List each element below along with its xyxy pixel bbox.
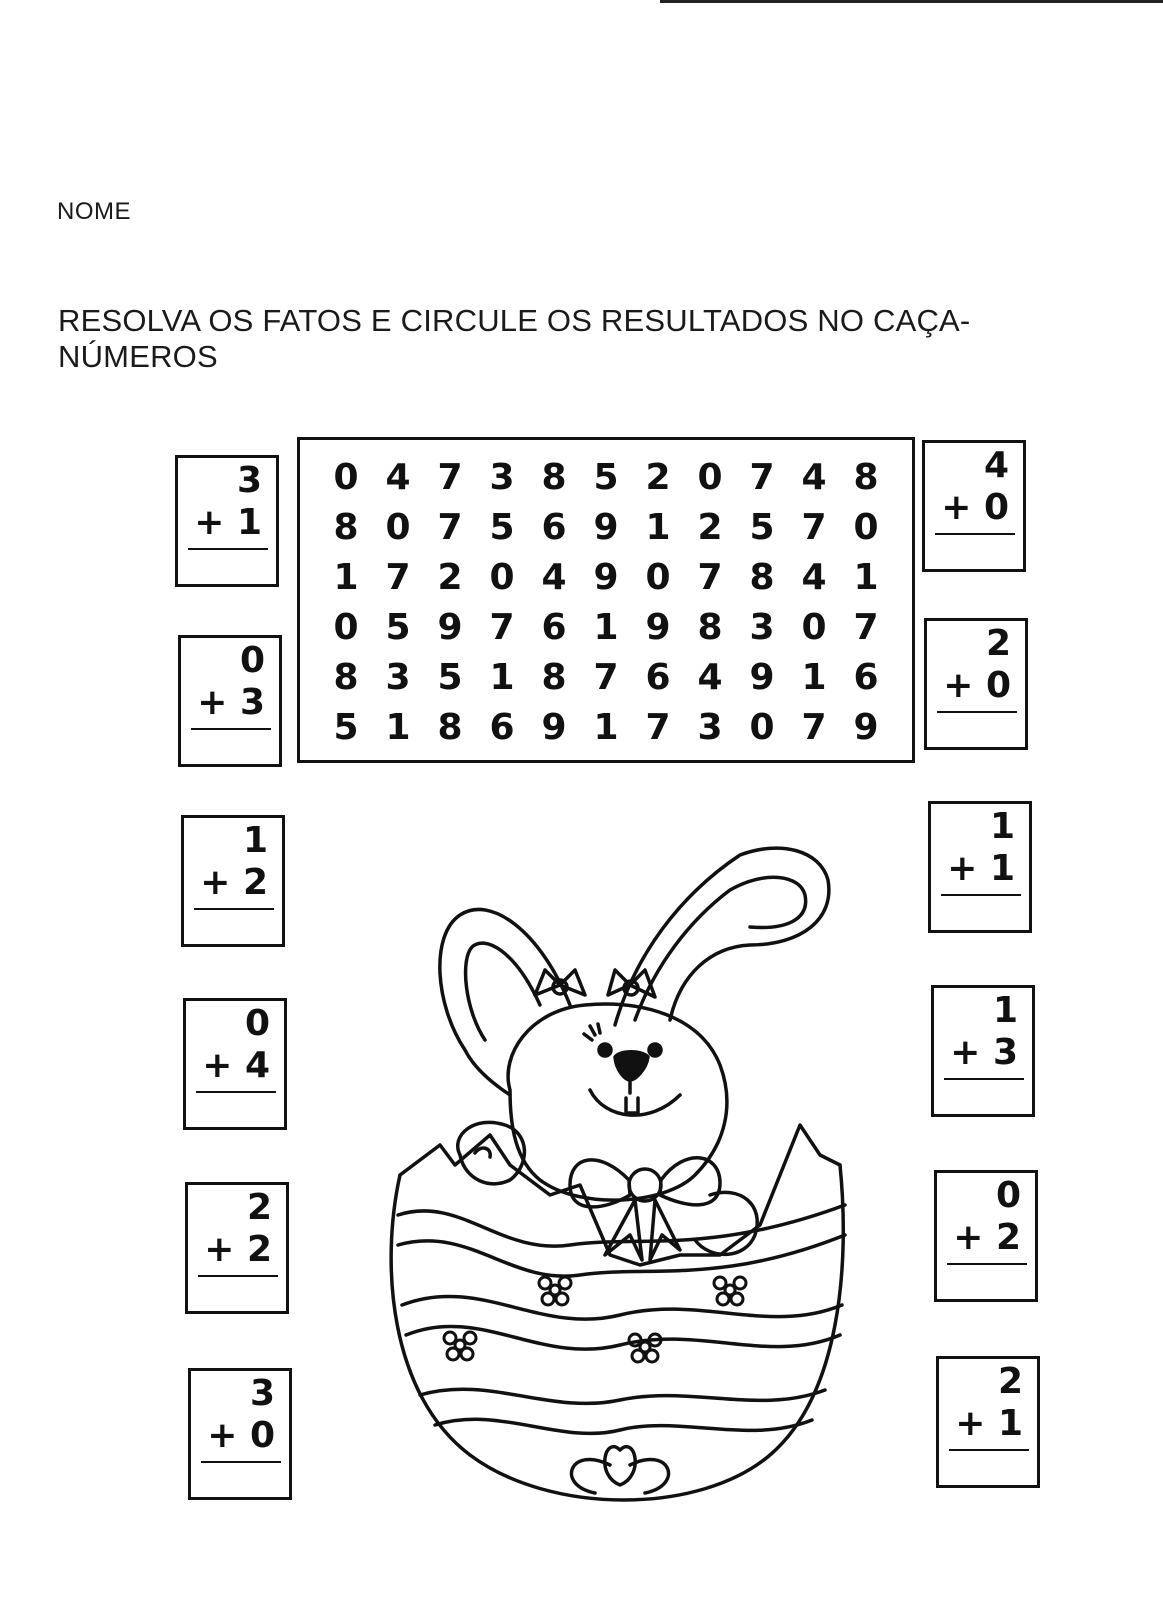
grid-number[interactable]: 8 [437,706,463,748]
grid-number[interactable]: 7 [437,456,463,498]
sum-addend-bottom: + 3 [950,1032,1018,1073]
grid-number[interactable]: 3 [697,706,723,748]
sum-addend-top: 4 [983,445,1009,486]
sum-addend-top: 1 [989,806,1015,847]
name-label: NOME [57,198,131,225]
grid-number[interactable]: 5 [489,506,515,548]
sum-addend-bottom: + 1 [194,502,262,543]
grid-number[interactable]: 0 [645,556,671,598]
grid-number[interactable]: 8 [697,606,723,648]
grid-number[interactable]: 2 [437,556,463,598]
grid-number[interactable]: 9 [541,706,567,748]
grid-number[interactable]: 3 [489,456,515,498]
sum-line [198,1275,278,1277]
grid-number[interactable]: 7 [385,556,411,598]
grid-number[interactable]: 8 [749,556,775,598]
sum-card-right-5 [934,1170,1038,1302]
sum-addend-bottom: + 0 [943,665,1011,706]
grid-number[interactable]: 7 [489,606,515,648]
grid-number[interactable]: 8 [333,656,359,698]
grid-number[interactable]: 0 [385,506,411,548]
grid-number[interactable]: 7 [645,706,671,748]
grid-number[interactable]: 4 [801,456,827,498]
sum-line [194,908,274,910]
grid-number[interactable]: 1 [385,706,411,748]
sum-line [944,1078,1024,1080]
grid-number[interactable]: 3 [749,606,775,648]
sum-addend-bottom: + 4 [202,1045,270,1086]
grid-number[interactable]: 8 [541,656,567,698]
easter-bunny-in-egg-icon [380,835,850,1515]
instruction-text: RESOLVA OS FATOS E CIRCULE OS RESULTADOS NO CAÇA-NÚMEROS [58,303,971,374]
sum-line [949,1449,1029,1451]
number-search-box [297,437,915,763]
grid-number[interactable]: 0 [697,456,723,498]
grid-number[interactable]: 4 [801,556,827,598]
grid-number[interactable]: 2 [645,456,671,498]
sum-addend-top: 0 [244,1003,270,1044]
grid-number[interactable]: 0 [749,706,775,748]
sum-addend-bottom: + 2 [204,1229,272,1270]
grid-number[interactable]: 1 [645,506,671,548]
sum-addend-top: 2 [985,623,1011,664]
grid-number[interactable]: 7 [801,506,827,548]
sum-card-right-2 [924,618,1028,750]
grid-number[interactable]: 8 [333,506,359,548]
sum-line [201,1461,281,1463]
sum-addend-top: 2 [997,1361,1023,1402]
sum-addend-top: 3 [236,460,262,501]
grid-number[interactable]: 1 [333,556,359,598]
grid-number[interactable]: 9 [593,506,619,548]
sum-card-right-4 [931,985,1035,1117]
grid-number[interactable]: 4 [697,656,723,698]
grid-number[interactable]: 7 [697,556,723,598]
grid-number[interactable]: 1 [593,606,619,648]
grid-number[interactable]: 7 [801,706,827,748]
grid-number[interactable]: 0 [333,606,359,648]
grid-number[interactable]: 7 [437,506,463,548]
grid-number[interactable]: 4 [385,456,411,498]
sum-card-left-6 [188,1368,292,1500]
sum-card-left-2 [178,635,282,767]
top-edge-line [660,0,1163,3]
sum-line [937,711,1017,713]
grid-number[interactable]: 5 [333,706,359,748]
sum-addend-bottom: + 0 [941,487,1009,528]
grid-number[interactable]: 0 [801,606,827,648]
sum-addend-bottom: + 3 [197,682,265,723]
sum-addend-top: 1 [242,820,268,861]
sum-addend-top: 3 [249,1373,275,1414]
grid-number[interactable]: 6 [645,656,671,698]
grid-number[interactable]: 9 [853,706,879,748]
grid-number[interactable]: 9 [749,656,775,698]
sum-addend-bottom: + 1 [947,848,1015,889]
grid-number[interactable]: 0 [853,506,879,548]
sum-addend-top: 2 [246,1187,272,1228]
grid-number[interactable]: 6 [853,656,879,698]
sum-line [191,728,271,730]
grid-number[interactable]: 9 [645,606,671,648]
sum-card-left-3 [181,815,285,947]
grid-number[interactable]: 5 [593,456,619,498]
grid-number[interactable]: 6 [541,506,567,548]
sum-addend-bottom: + 0 [207,1415,275,1456]
grid-number[interactable]: 3 [385,656,411,698]
sum-card-right-6 [936,1356,1040,1488]
grid-number[interactable]: 9 [437,606,463,648]
sum-line [941,894,1021,896]
grid-number[interactable]: 5 [385,606,411,648]
grid-number[interactable]: 7 [593,656,619,698]
grid-number[interactable]: 7 [749,456,775,498]
sum-addend-top: 0 [995,1175,1021,1216]
sum-addend-top: 0 [239,640,265,681]
grid-number[interactable]: 0 [489,556,515,598]
number-search-grid [320,452,892,752]
sum-addend-bottom: + 1 [955,1403,1023,1444]
sum-card-left-1 [175,455,279,587]
grid-number[interactable]: 8 [853,456,879,498]
grid-number[interactable]: 7 [853,606,879,648]
sum-line [196,1091,276,1093]
sum-addend-top: 1 [992,990,1018,1031]
sum-line [188,548,268,550]
sum-card-right-1 [922,440,1026,572]
grid-number[interactable]: 1 [853,556,879,598]
sum-addend-bottom: + 2 [953,1217,1021,1258]
grid-number[interactable]: 6 [489,706,515,748]
sum-line [935,533,1015,535]
grid-number[interactable]: 1 [489,656,515,698]
grid-number[interactable]: 9 [593,556,619,598]
grid-number[interactable]: 4 [541,556,567,598]
sum-line [947,1263,1027,1265]
grid-number[interactable]: 0 [333,456,359,498]
grid-number[interactable]: 6 [541,606,567,648]
sum-card-right-3 [928,801,1032,933]
grid-number[interactable]: 5 [437,656,463,698]
grid-number[interactable]: 5 [749,506,775,548]
sum-card-left-4 [183,998,287,1130]
sum-card-left-5 [185,1182,289,1314]
grid-number[interactable]: 1 [593,706,619,748]
grid-number[interactable]: 8 [541,456,567,498]
grid-number[interactable]: 1 [801,656,827,698]
sum-addend-bottom: + 2 [200,862,268,903]
grid-number[interactable]: 2 [697,506,723,548]
